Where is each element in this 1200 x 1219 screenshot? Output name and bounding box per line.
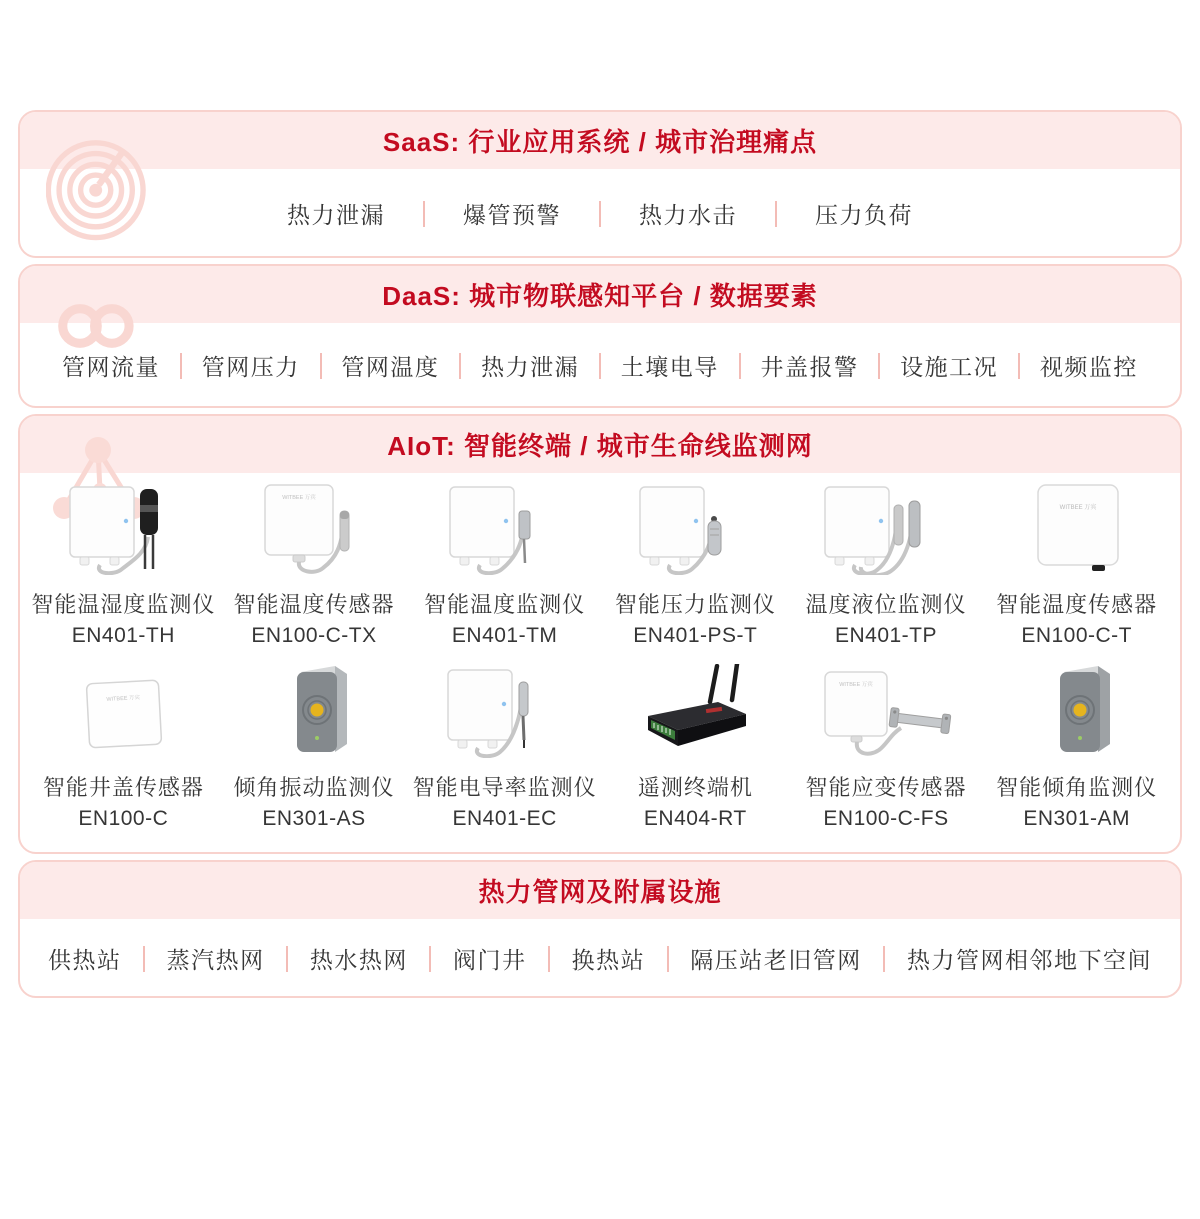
daas-item: 设施工况 xyxy=(900,354,999,380)
divider xyxy=(1018,353,1020,379)
divider xyxy=(180,353,182,379)
product-model: EN100-C-T xyxy=(1021,624,1133,647)
daas-item: 管网压力 xyxy=(201,354,300,380)
facilities-section-card xyxy=(18,860,1182,998)
saas-item: 压力负荷 xyxy=(815,202,913,228)
product-model: EN100-C-FS xyxy=(823,807,949,830)
facility-item: 热力管网相邻地下空间 xyxy=(906,947,1152,973)
product-name: 智能压力监测仪 xyxy=(614,592,776,617)
divider xyxy=(599,201,601,227)
product-card xyxy=(791,481,982,648)
product-name: 智能温度传感器 xyxy=(996,592,1158,617)
product-name: 遥测终端机 xyxy=(637,775,753,800)
product-name: 智能电导率监测仪 xyxy=(412,775,597,800)
aiot-title: AIoT: 智能终端 / 城市生命线监测网 xyxy=(387,431,813,461)
daas-header-band xyxy=(20,266,1180,323)
product-model: EN401-EC xyxy=(452,807,557,830)
aiot-section-card xyxy=(18,414,1182,854)
facility-item: 供热站 xyxy=(48,947,122,973)
daas-item: 视频监控 xyxy=(1039,354,1138,380)
product-card xyxy=(28,664,219,831)
divider xyxy=(423,201,425,227)
divider xyxy=(286,946,288,972)
product-name: 智能应变传感器 xyxy=(805,775,967,800)
product-model: EN404-RT xyxy=(643,807,747,830)
daas-item: 井盖报警 xyxy=(760,354,859,380)
divider xyxy=(775,201,777,227)
product-name: 智能井盖传感器 xyxy=(42,775,204,800)
divider xyxy=(667,946,669,972)
product-card xyxy=(791,664,982,831)
daas-items-row xyxy=(20,323,1180,408)
strain-sensor-image xyxy=(811,664,961,758)
temp-sensor-image xyxy=(239,481,389,575)
facilities-items-row xyxy=(20,919,1180,998)
conductivity-monitor-image xyxy=(430,664,580,758)
facility-item: 蒸汽热网 xyxy=(166,947,265,973)
product-card xyxy=(219,664,410,831)
product-model: EN100-C xyxy=(78,807,169,830)
facility-item: 阀门井 xyxy=(452,947,527,973)
product-name: 智能温度传感器 xyxy=(233,592,395,617)
product-card xyxy=(981,664,1172,831)
product-model: EN401-TH xyxy=(71,624,175,647)
pressure-monitor-image xyxy=(620,481,770,575)
svg-text:WITBEE 万宾: WITBEE 万宾 xyxy=(106,695,141,703)
divider xyxy=(599,353,601,379)
facility-item: 换热站 xyxy=(571,947,646,973)
divider xyxy=(143,946,145,972)
aiot-product-grid xyxy=(20,473,1180,845)
svg-text:WITBEE 万宾: WITBEE 万宾 xyxy=(839,682,873,688)
manhole-sensor-image xyxy=(48,664,198,758)
facility-item: 隔压站老旧管网 xyxy=(690,947,862,973)
saas-item: 热力水击 xyxy=(639,202,737,228)
svg-text:WITBEE 万宾: WITBEE 万宾 xyxy=(282,495,316,501)
divider xyxy=(883,946,885,972)
product-model: EN401-PS-T xyxy=(633,624,758,647)
product-model: EN401-TM xyxy=(451,624,558,647)
divider xyxy=(878,353,880,379)
aiot-header-band xyxy=(20,416,1180,473)
product-name: 智能倾角监测仪 xyxy=(996,775,1158,800)
product-card xyxy=(600,481,791,648)
product-card xyxy=(219,481,410,648)
product-name: 智能温度监测仪 xyxy=(424,592,586,617)
saas-header-band xyxy=(20,112,1180,169)
daas-title: DaaS: 城市物联感知平台 / 数据要素 xyxy=(382,281,818,311)
product-model: EN401-TP xyxy=(834,624,938,647)
product-model: EN100-C-TX xyxy=(251,624,377,647)
daas-item: 管网流量 xyxy=(62,354,160,380)
saas-items-row xyxy=(20,169,1180,258)
product-card xyxy=(409,481,600,648)
product-name: 智能温湿度监测仪 xyxy=(31,592,216,617)
temp-sensor-box-image xyxy=(1002,481,1152,575)
product-name: 温度液位监测仪 xyxy=(805,592,967,617)
product-name: 倾角振动监测仪 xyxy=(233,775,395,800)
divider xyxy=(429,946,431,972)
product-card xyxy=(409,664,600,831)
product-card xyxy=(981,481,1172,648)
daas-item: 热力泄漏 xyxy=(481,354,580,380)
telemetry-terminal-image xyxy=(620,664,770,758)
saas-section-card xyxy=(18,110,1182,258)
saas-item: 热力泄漏 xyxy=(287,202,385,228)
facility-item: 热水热网 xyxy=(309,947,408,973)
temp-humidity-monitor-image xyxy=(48,481,198,575)
tilt-monitor-device-image xyxy=(1002,664,1152,758)
product-card xyxy=(600,664,791,831)
tilt-vibration-device-image xyxy=(239,664,389,758)
temp-monitor-image xyxy=(430,481,580,575)
product-model: EN301-AM xyxy=(1023,807,1131,830)
daas-item: 管网温度 xyxy=(341,354,440,380)
divider xyxy=(320,353,322,379)
daas-section-card xyxy=(18,264,1182,408)
product-card xyxy=(28,481,219,648)
svg-text:WITBEE 万宾: WITBEE 万宾 xyxy=(1059,505,1096,511)
facilities-title: 热力管网及附属设施 xyxy=(478,877,722,907)
daas-item: 土壤电导 xyxy=(620,354,719,380)
saas-item: 爆管预警 xyxy=(463,202,561,228)
temp-level-monitor-image xyxy=(811,481,961,575)
divider xyxy=(459,353,461,379)
divider xyxy=(548,946,550,972)
facilities-header-band xyxy=(20,862,1180,919)
product-model: EN301-AS xyxy=(262,807,366,830)
divider xyxy=(739,353,741,379)
saas-title: SaaS: 行业应用系统 / 城市治理痛点 xyxy=(382,127,818,157)
